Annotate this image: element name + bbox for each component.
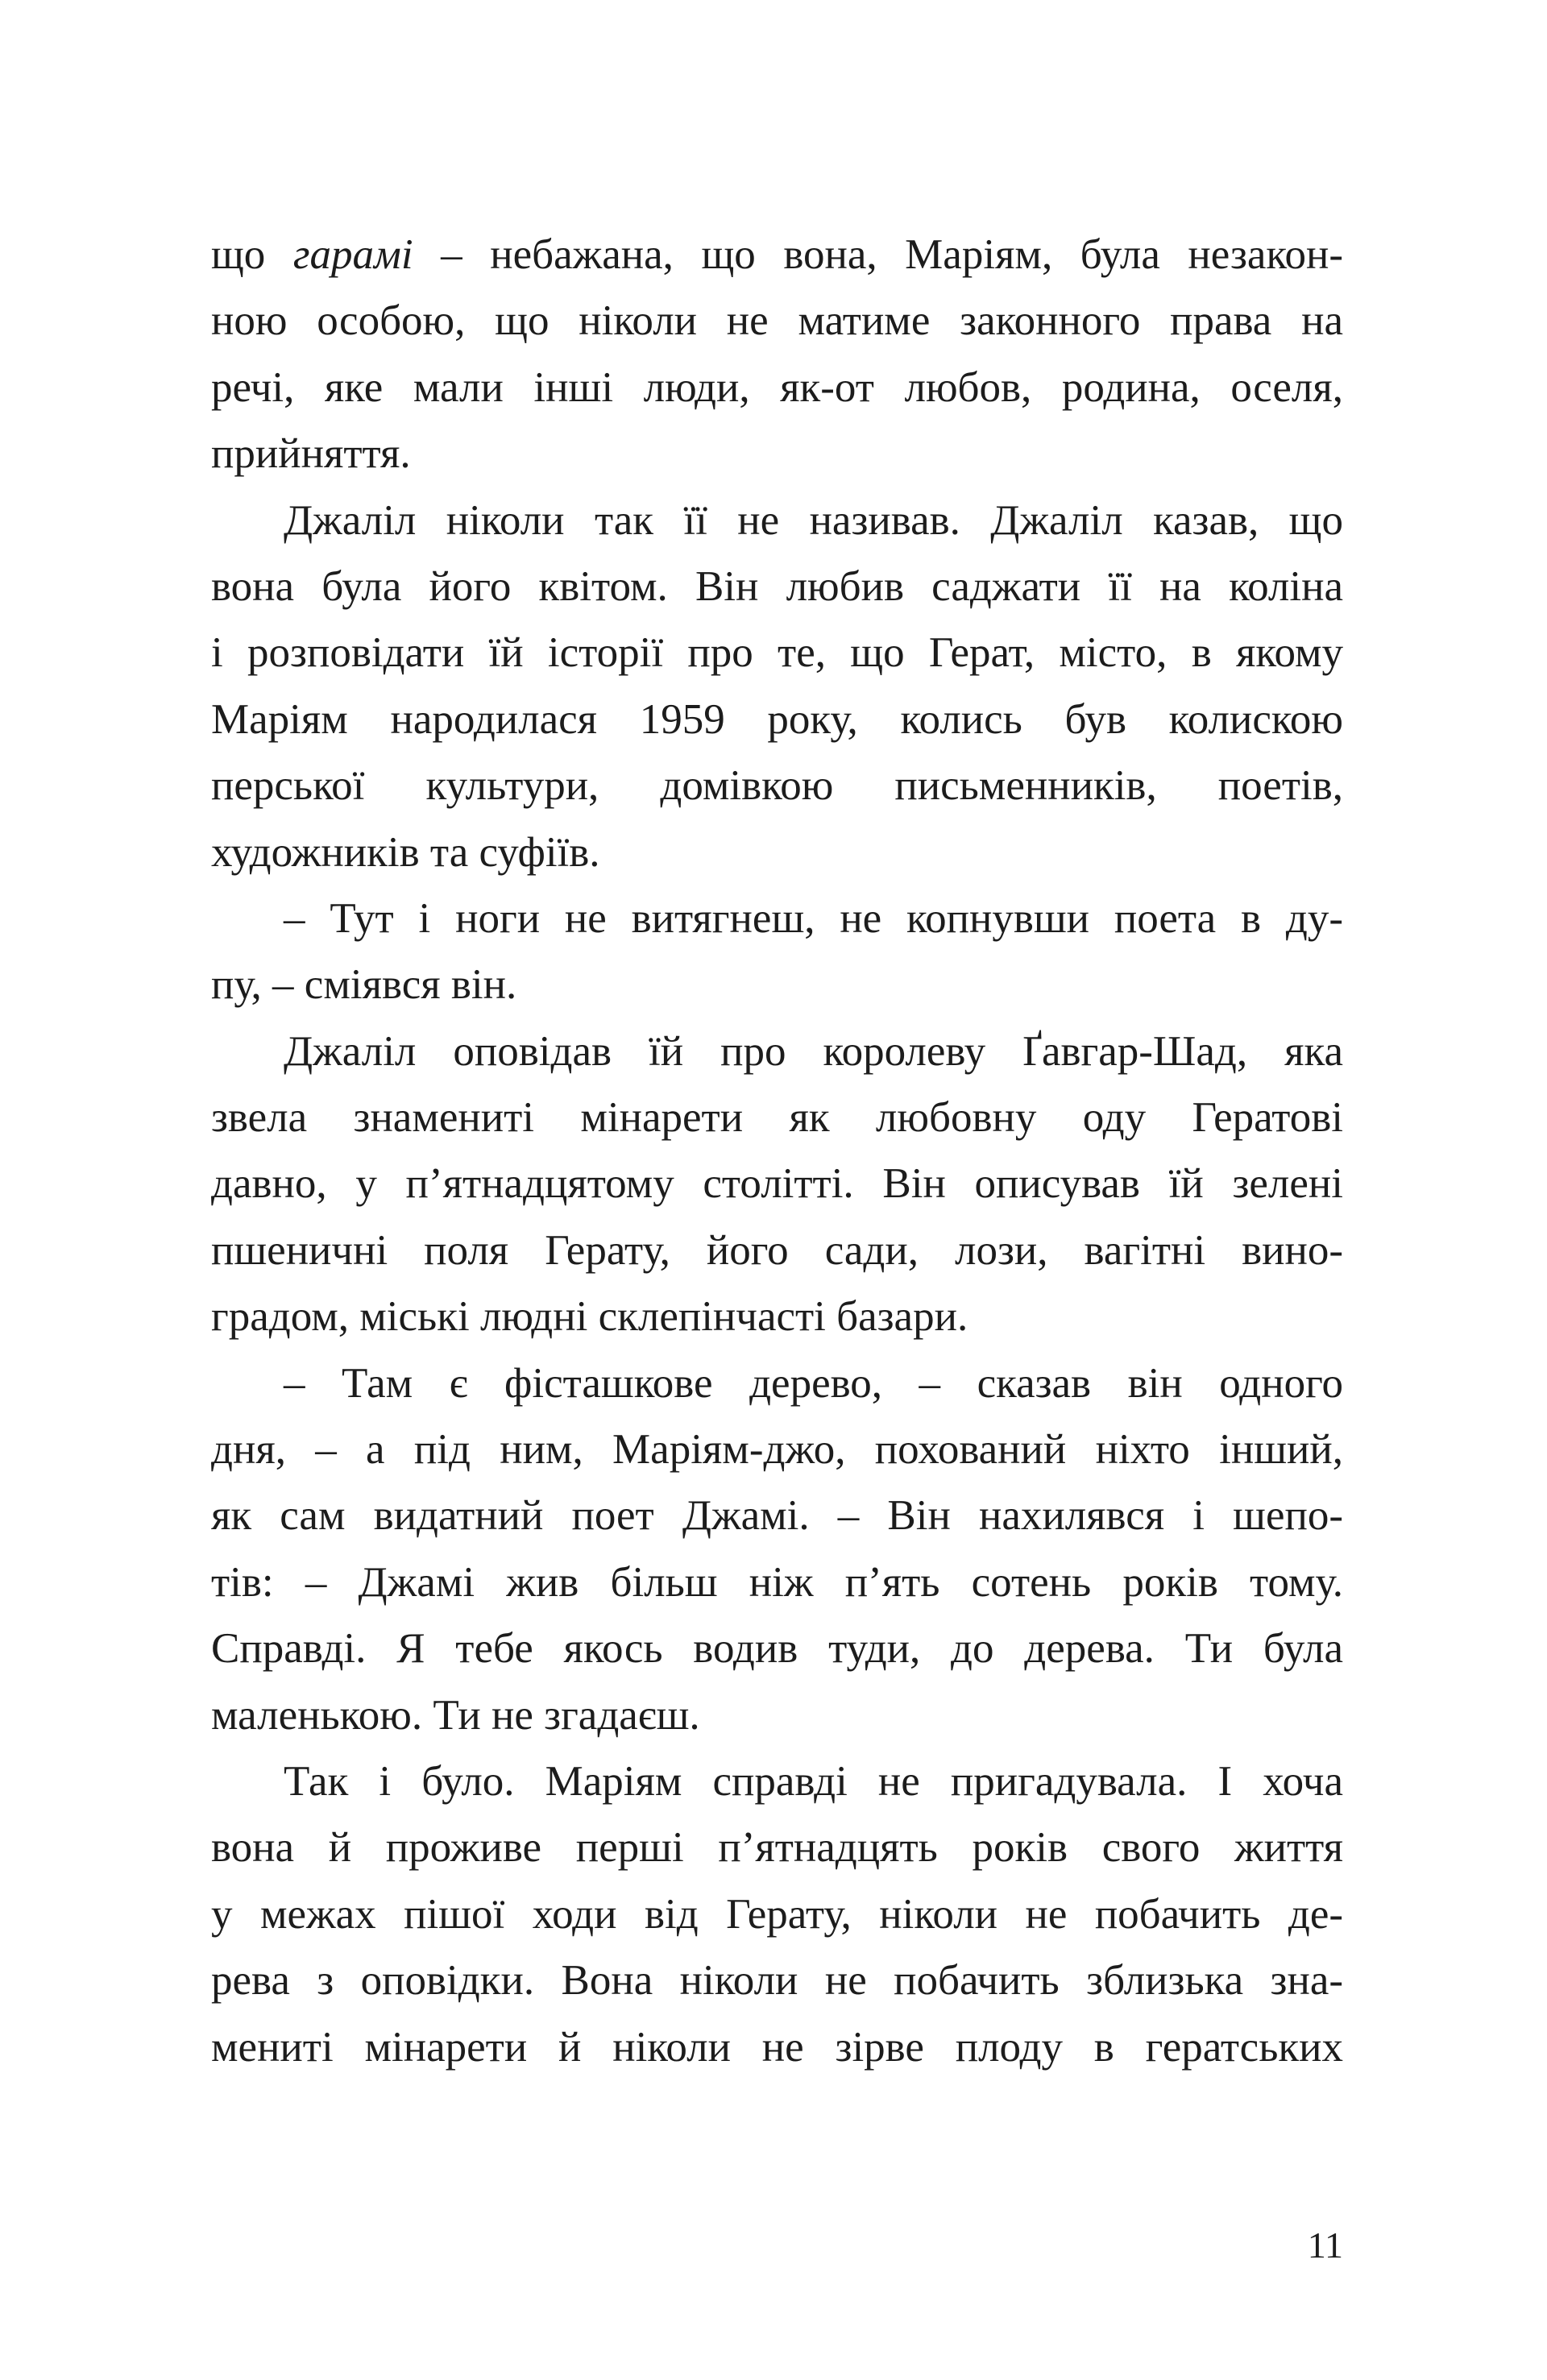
text-segment: художників та суфіїв. <box>211 828 600 876</box>
text-segment: звела знамениті мінарети як любовну оду Гератові <box>211 1094 1343 1142</box>
body-text <box>211 222 1343 2080</box>
text-segment: маленькою. Ти не згадаєш. <box>211 1691 700 1739</box>
text-segment: градом, міські людні склепінчасті базари. <box>211 1293 968 1341</box>
text-segment: Джаліл ніколи так її не називав. Джаліл казав, що <box>284 496 1343 544</box>
text-line <box>211 1682 1343 1748</box>
text-segment: у межах пішої ходи від Герату, ніколи не побачить де- <box>211 1890 1343 1938</box>
text-segment: Справді. Я тебе якось водив туди, до дерева. Ти була <box>211 1625 1343 1673</box>
text-segment: – Там є фісташкове дерево, – сказав він одного <box>284 1359 1343 1407</box>
text-line <box>211 819 1343 885</box>
text-line <box>211 355 1343 421</box>
text-line <box>211 1615 1343 1681</box>
text-line <box>211 1416 1343 1482</box>
text-segment: тів: – Джамі жив більш ніж п’ять сотень років тому. <box>211 1558 1343 1606</box>
text-segment: пшеничні поля Герату, його сади, лози, вагітні вино- <box>211 1226 1343 1274</box>
text-line <box>211 1881 1343 1947</box>
text-segment: мениті мінарети й ніколи не зірве плоду в гератських <box>211 2023 1343 2071</box>
text-line <box>211 1549 1343 1615</box>
text-line <box>211 620 1343 686</box>
text-segment: – небажана, що вона, Маріям, була незакон- <box>413 231 1343 278</box>
page-number: 11 <box>1307 2225 1343 2266</box>
text-segment: і розповідати їй історії про те, що Герат, місто, в якому <box>211 629 1343 677</box>
text-line <box>211 1084 1343 1151</box>
text-segment: ною особою, що ніколи не матиме законного права на <box>211 297 1343 345</box>
paragraph-first-line <box>211 1748 1343 1814</box>
text-line <box>211 952 1343 1018</box>
text-segment: вона була його квітом. Він любив саджати її на коліна <box>211 562 1343 610</box>
text-line <box>211 1482 1343 1549</box>
text-line <box>211 554 1343 620</box>
paragraph-first-line <box>211 1018 1343 1084</box>
text-segment: як сам видатний поет Джамі. – Він нахилявся і шепо- <box>211 1492 1343 1540</box>
text-segment: – Тут і ноги не витягнеш, не копнувши поета в ду- <box>284 894 1343 942</box>
paragraph-first-line <box>211 885 1343 952</box>
text-line <box>211 2014 1343 2080</box>
text-segment: Джаліл оповідав їй про королеву Ґавгар-Шад, яка <box>284 1027 1343 1075</box>
text-line <box>211 421 1343 487</box>
paragraph-first-line <box>211 487 1343 554</box>
text-line <box>211 1217 1343 1283</box>
text-line <box>211 288 1343 354</box>
text-segment: дня, – а під ним, Маріям-джо, похований ніхто інший, <box>211 1426 1343 1474</box>
text-line <box>211 1283 1343 1350</box>
text-segment: прийняття. <box>211 430 411 478</box>
text-line <box>211 686 1343 753</box>
text-segment: Так і було. Маріям справді не пригадувала. І хоча <box>284 1757 1343 1805</box>
text-segment: рева з оповідки. Вона ніколи не побачить зблизька зна- <box>211 1957 1343 2005</box>
text-segment: Маріям народилася 1959 року, колись був колискою <box>211 695 1343 743</box>
text-segment: пу, – сміявся він. <box>211 961 517 1009</box>
italic-term: гарамі <box>292 231 413 278</box>
text-segment: речі, яке мали інші люди, як-от любов, родина, оселя, <box>211 363 1343 411</box>
paragraph-first-line <box>211 1350 1343 1416</box>
text-segment: перської культури, домівкою письменників, поетів, <box>211 762 1343 810</box>
text-segment: давно, у п’ятнадцятому столітті. Він описував їй зелені <box>211 1160 1343 1208</box>
text-line <box>211 753 1343 819</box>
text-segment: що <box>211 231 293 278</box>
text-line <box>211 1814 1343 1880</box>
text-segment: вона й проживе перші п’ятнадцять років свого життя <box>211 1824 1343 1872</box>
text-line <box>211 222 1343 288</box>
text-line <box>211 1947 1343 2013</box>
text-line <box>211 1151 1343 1217</box>
